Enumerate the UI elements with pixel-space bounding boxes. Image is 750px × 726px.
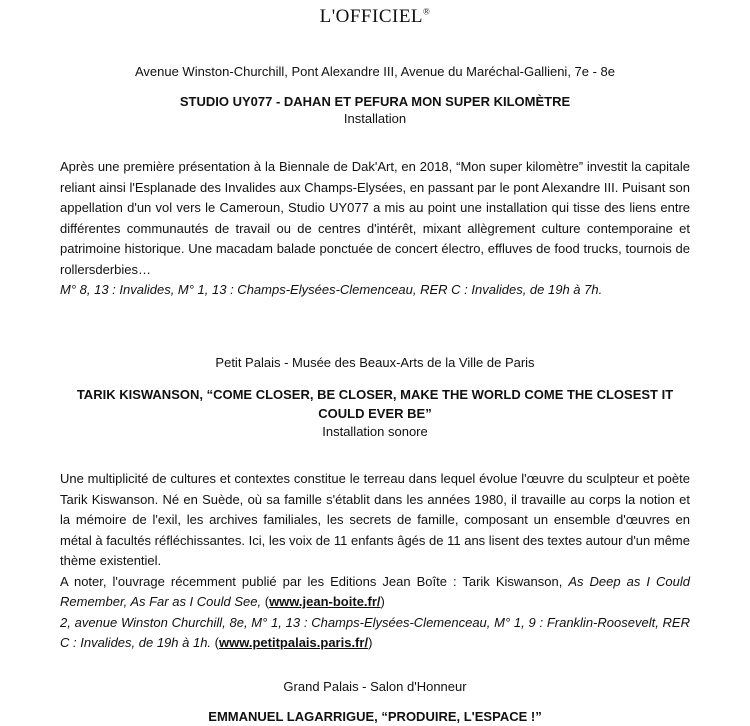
note-prefix: A noter, l'ouvrage récemment publié par les Editions Jean Boîte : Tarik Kiswanson, <box>60 573 569 589</box>
section1-venue: Avenue Winston-Churchill, Pont Alexandre III, Avenue du Maréchal-Gallieni, 7e - 8e <box>134 64 616 79</box>
brand-logo <box>0 6 750 28</box>
section3-venue: Grand Palais - Salon d'Honneur <box>283 679 467 694</box>
note-paren-open: ( <box>261 594 270 609</box>
section2-access: 2, avenue Winston Churchill, 8e, M° 1, 13 : Champs-Elysées-Clemenceau, M° 1, 9 : Franklin-Roosevelt, RER C : Invalides, de 19h à 1h. <box>60 614 690 650</box>
section1-access: M° 8, 13 : Invalides, M° 1, 13 : Champs-Elysées-Clemenceau, RER C : Invalides, de 19h à 7h. <box>60 282 603 297</box>
note-book-title: As Deep as I Could Remember, As Far as I Could See, <box>60 573 690 609</box>
logo-mark: ® <box>423 6 431 17</box>
logo-text: L'OFFICIEL <box>319 6 424 27</box>
section1-title: STUDIO UY077 - DAHAN ET PEFURA MON SUPER KILOMÈTRE <box>179 94 571 109</box>
access-paren-open: ( <box>211 635 219 650</box>
section2-body <box>60 469 690 654</box>
section2-venue: Petit Palais - Musée des Beaux-Arts de la Ville de Paris <box>215 355 535 370</box>
section1-description: Après une première présentation à la Biennale de Dak'Art, en 2018, “Mon super kilomètre” investit la capitale reliant ainsi l'Esplanade des Invalides aux Champs-Elysées, en passant par le pont Alexandre III. Puisant son appellation d'un vol vers le Cameroun, Studio UY077 a mis au point une installation qui tisse des liens entre différentes communautés de travail ou de centres d'intérêt, mixant allègrement culture contemporaine et patrimoine historique. Une macadam balade ponctuée de concert électro, effluves de food trucks, tournois de rollersderbies… <box>60 159 690 277</box>
section2-title: TARIK KISWANSON, “COME CLOSER, BE CLOSER, MAKE THE WORLD COME THE CLOSEST IT COULD EVER BE” <box>76 387 674 421</box>
section2-subtitle: Installation sonore <box>322 424 428 439</box>
section2-access-line <box>60 613 690 654</box>
petit-palais-link[interactable]: www.petitpalais.paris.fr/ <box>219 635 369 650</box>
access-paren-close: ) <box>368 635 373 650</box>
section1-subtitle: Installation <box>343 111 407 126</box>
jean-boite-link[interactable]: www.jean-boite.fr/ <box>269 594 381 609</box>
section3-title: EMMANUEL LAGARRIGUE, “PRODUIRE, L'ESPACE !” <box>208 709 542 724</box>
section2-description: Une multiplicité de cultures et contextes constitue le terreau dans lequel évolue l'œuvre du sculpteur et poète Tarik Kiswanson. Né en Suède, où sa famille s'établit dans les années 1980, il travaille au corps la notion et la mémoire de l'exil, les archives familiales, les secrets de famille, composant un ensemble d'œuvres en métal à facultés réfléchissantes. Ici, les voix de 11 enfants âgés de 11 ans lisent des textes autour d'un même thème existentiel. <box>60 471 690 568</box>
section1-body <box>60 157 690 301</box>
section2-note <box>60 572 690 613</box>
note-paren-close: ) <box>380 594 385 609</box>
